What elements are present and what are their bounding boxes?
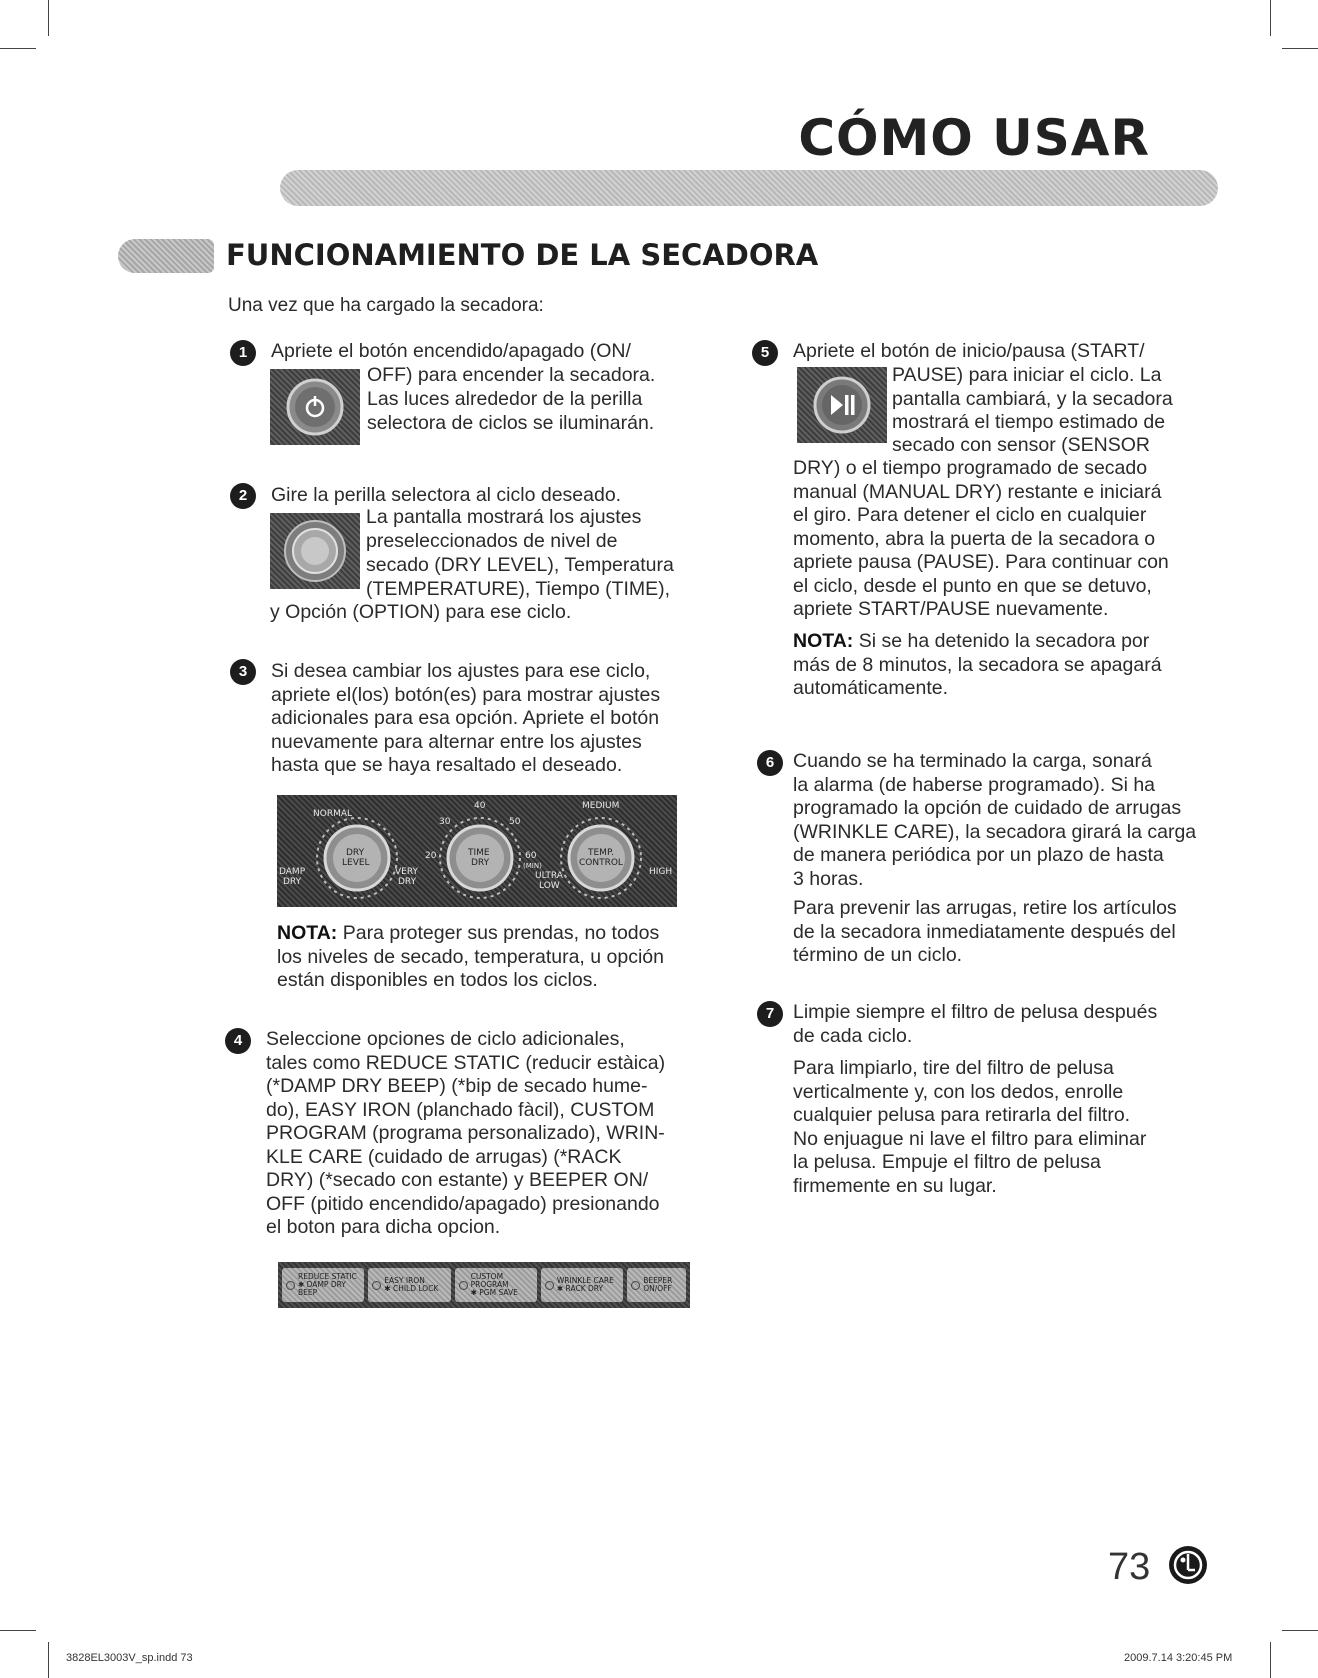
- nota-line: los niveles de secado, temperatura, u opción: [277, 945, 664, 968]
- step-5-line: secado con sensor (SENSOR: [892, 434, 1150, 456]
- step-7-extra-line: la pelusa. Empuje el filtro de pelusa: [793, 1151, 1101, 1173]
- start-pause-button-image: [797, 367, 887, 443]
- indicator-icon: [631, 1281, 640, 1290]
- step-3-line: nuevamente para alternar entre los ajustes: [271, 730, 642, 753]
- step-1-line: selectora de ciclos se iluminarán.: [367, 412, 655, 434]
- step-5-text: [793, 457, 1169, 622]
- crop-mark: [0, 1630, 36, 1631]
- step-number-badge: 5: [752, 340, 778, 366]
- knob-icon: [270, 513, 360, 589]
- title-bar-decoration: [280, 170, 1218, 206]
- dial-label: DAMP: [279, 867, 306, 877]
- option-buttons-strip-image: [278, 1262, 690, 1308]
- play-pause-icon: [797, 367, 887, 443]
- dial-panel-image: [277, 795, 677, 907]
- custom-program-button-image: [455, 1268, 537, 1302]
- step-number-badge: 3: [230, 659, 256, 685]
- step-7-line: de cada ciclo.: [793, 1024, 913, 1047]
- reduce-static-button-image: [282, 1268, 364, 1302]
- step-4-line: OFF (pitido encendido/apagado) presionando: [266, 1192, 660, 1215]
- temp-control-knob-label: TEMP.: [588, 848, 614, 858]
- step-6-line: programado la opción de cuidado de arrugas: [793, 797, 1182, 819]
- step-6-line: de manera periódica por un plazo de hasta: [793, 844, 1164, 866]
- step-1-line: Apriete el botón encendido/apagado (ON/: [271, 340, 631, 362]
- indicator-icon: [545, 1281, 554, 1290]
- step-number-badge: 7: [757, 1001, 783, 1027]
- step-6-line: 3 horas.: [793, 867, 864, 890]
- section-title: FUNCIONAMIENTO DE LA SECADORA: [226, 238, 819, 272]
- step-3-text: [271, 660, 660, 778]
- strip-label: ON/OFF: [643, 1284, 672, 1293]
- step-6-extra-line: de la secadora inmediatamente después del: [793, 920, 1176, 943]
- step-3-line: hasta que se haya resaltado el deseado.: [271, 754, 623, 776]
- step-7-text: [793, 1001, 1157, 1048]
- dial-label: DRY: [283, 877, 302, 887]
- step-4-line: KLE CARE (cuidado de arrugas) (*RACK: [266, 1145, 622, 1168]
- dial-label: (MIN): [523, 862, 542, 870]
- dial-label: 50: [509, 817, 521, 827]
- nota-line: están disponibles en todos los ciclos.: [277, 969, 598, 991]
- step-4-line: do), EASY IRON (planchado fàcil), CUSTOM: [266, 1098, 655, 1121]
- chapter-title: CÓMO USAR: [798, 109, 1150, 167]
- step-5-line: el giro. Para detener el ciclo en cualquier: [793, 504, 1147, 526]
- step-5-nota: [793, 630, 1162, 701]
- nota-label: NOTA:: [277, 922, 338, 944]
- step-6-extra: [793, 897, 1177, 968]
- step-4-line: (*DAMP DRY BEEP) (*bip de secado hume-: [266, 1075, 648, 1097]
- dry-level-knob-label: LEVEL: [342, 858, 370, 868]
- strip-label: BEEPER: [643, 1276, 673, 1285]
- dial-label: DRY: [398, 877, 417, 887]
- strip-label: WRINKLE CARE: [556, 1276, 614, 1285]
- step-4-line: PROGRAM (programa personalizado), WRIN-: [266, 1122, 665, 1144]
- step-6-line: Cuando se ha terminado la carga, sonará: [793, 750, 1152, 772]
- step-3-line: Si desea cambiar los ajustes para ese ciclo,: [271, 660, 651, 682]
- step-5-line: momento, abra la puerta de la secadora o: [793, 527, 1156, 550]
- dial-label: HIGH: [649, 867, 673, 877]
- footer-timestamp: 2009.7.14 3:20:45 PM: [1124, 1652, 1233, 1664]
- step-1-line: Las luces alrededor de la perilla: [367, 388, 643, 410]
- step-3-nota: [277, 922, 664, 993]
- crop-mark: [1270, 1642, 1271, 1678]
- dial-label: 60: [525, 851, 537, 861]
- step-6-extra-line: Para prevenir las arrugas, retire los artículos: [793, 897, 1177, 919]
- easy-iron-button-image: [368, 1268, 450, 1302]
- step-7-line: Limpie siempre el filtro de pelusa después: [793, 1001, 1158, 1023]
- step-5-line: apriete START/PAUSE nuevamente.: [793, 598, 1109, 620]
- step-4-line: el boton para dicha opcion.: [266, 1216, 501, 1238]
- step-6-extra-line: término de un ciclo.: [793, 944, 963, 966]
- dial-label: NORMAL: [313, 809, 353, 819]
- step-1-line: OFF) para encender la secadora.: [367, 364, 656, 386]
- step-2-line: preseleccionados de nivel de: [366, 530, 618, 552]
- step-6-line: la alarma (de haberse programado). Si ha: [793, 773, 1156, 796]
- footer-filename: 3828EL3003V_sp.indd 73: [66, 1652, 193, 1664]
- step-4-line: tales como REDUCE STATIC (reducir estàica): [266, 1051, 666, 1074]
- power-icon: [270, 369, 360, 445]
- crop-mark: [48, 0, 49, 36]
- wrinkle-care-button-image: [541, 1268, 623, 1302]
- dial-label: MEDIUM: [582, 801, 620, 811]
- step-number-badge: 6: [757, 750, 783, 776]
- strip-label: REDUCE STATIC: [298, 1272, 357, 1281]
- step-2-line: (TEMPERATURE), Tiempo (TIME),: [366, 578, 671, 600]
- dial-label: VERY: [395, 867, 419, 877]
- time-dry-knob-label: TIME: [468, 848, 490, 858]
- strip-label: CUSTOM: [470, 1272, 504, 1281]
- crop-mark: [48, 1642, 49, 1678]
- step-4-line: Seleccione opciones de ciclo adicionales,: [266, 1028, 625, 1050]
- cycle-knob-image: [270, 513, 360, 589]
- step-5-line: apriete pausa (PAUSE). Para continuar con: [793, 551, 1169, 573]
- step-5-line: DRY) o el tiempo programado de secado: [793, 457, 1148, 479]
- nota-line: más de 8 minutos, la secadora se apagará: [793, 653, 1162, 676]
- strip-label: ✱ RACK DRY: [556, 1284, 604, 1293]
- step-7-extra-line: Para limpiarlo, tire del filtro de pelusa: [793, 1057, 1114, 1079]
- step-4-line: DRY) (*secado con estante) y BEEPER ON/: [266, 1169, 649, 1191]
- step-number-badge: 1: [230, 340, 256, 366]
- crop-mark: [0, 48, 36, 49]
- crop-mark: [1282, 48, 1318, 49]
- nota-line: Si se ha detenido la secadora por: [858, 630, 1150, 652]
- time-dry-knob-label: DRY: [471, 858, 490, 868]
- indicator-icon: [372, 1281, 381, 1290]
- step-5-line: pantalla cambiará, y la secadora: [892, 388, 1173, 410]
- strip-label: ✱ PGM SAVE: [470, 1288, 518, 1297]
- step-6-line: (WRINKLE CARE), la secadora girará la carga: [793, 820, 1197, 843]
- step-7-extra: [793, 1057, 1146, 1198]
- crop-mark: [1282, 1630, 1318, 1631]
- step-3-line: apriete el(los) botón(es) para mostrar ajustes: [271, 683, 661, 706]
- strip-label: ✱ CHILD LOCK: [384, 1284, 439, 1293]
- nota-line: Para proteger sus prendas, no todos: [342, 922, 660, 944]
- step-7-extra-line: verticalmente y, con los dedos, enrolle: [793, 1080, 1124, 1103]
- step-7-extra-line: firmemente en su lugar.: [793, 1174, 997, 1197]
- step-5-line: manual (MANUAL DRY) restante e iniciará: [793, 480, 1162, 503]
- step-4-text: [266, 1028, 665, 1240]
- step-2-line: La pantalla mostrará los ajustes: [366, 506, 642, 528]
- indicator-icon: [459, 1281, 468, 1290]
- nota-line: automáticamente.: [793, 677, 949, 699]
- step-7-extra-line: No enjuague ni lave el filtro para eliminar: [793, 1127, 1147, 1150]
- step-3-line: adicionales para esa opción. Apriete el botón: [271, 707, 660, 729]
- step-5-line: mostrará el tiempo estimado de: [892, 411, 1166, 433]
- dry-level-knob-label: DRY: [346, 848, 365, 858]
- nota-label: NOTA:: [793, 630, 854, 652]
- intro-text: Una vez que ha cargado la secadora:: [228, 295, 544, 316]
- power-button-image: [270, 369, 360, 445]
- dial-label: ULTRA: [535, 871, 563, 881]
- step-6-text: [793, 750, 1196, 891]
- section-pill-decoration: [118, 239, 214, 273]
- strip-label: ✱ DAMP DRY BEEP: [298, 1280, 346, 1297]
- dial-label: 20: [425, 851, 437, 861]
- step-5-line: el ciclo, desde el punto en que se detuvo,: [793, 574, 1152, 597]
- dial-label: LOW: [539, 881, 560, 891]
- step-2-line: Gire la perilla selectora al ciclo deseado.: [271, 484, 622, 506]
- beeper-button-image: [627, 1268, 686, 1302]
- page-number: 73: [1108, 1546, 1151, 1588]
- dial-label: 30: [439, 817, 451, 827]
- strip-label: PROGRAM: [470, 1280, 509, 1289]
- step-5-line: Apriete el botón de inicio/pausa (START/: [793, 340, 1145, 362]
- temp-control-knob-label: CONTROL: [579, 858, 623, 868]
- strip-label: EASY IRON: [384, 1276, 425, 1285]
- step-7-extra-line: cualquier pelusa para retirarla del filtro.: [793, 1104, 1131, 1126]
- lg-logo-icon: [1167, 1544, 1209, 1586]
- step-2-line: y Opción (OPTION) para ese ciclo.: [270, 601, 572, 623]
- crop-mark: [1270, 0, 1271, 36]
- indicator-icon: [286, 1281, 295, 1290]
- step-2-line: secado (DRY LEVEL), Temperatura: [366, 554, 674, 576]
- step-5-line: PAUSE) para iniciar el ciclo. La: [892, 364, 1162, 386]
- step-number-badge: 4: [225, 1028, 251, 1054]
- dial-label: 40: [474, 801, 486, 811]
- step-number-badge: 2: [230, 483, 256, 509]
